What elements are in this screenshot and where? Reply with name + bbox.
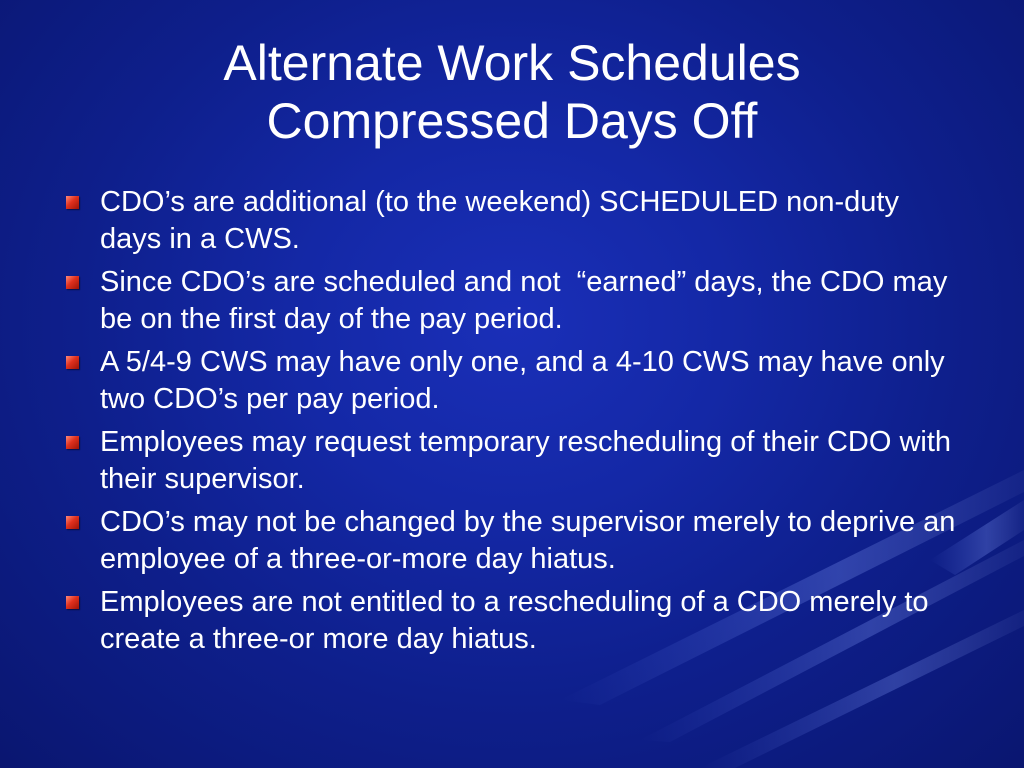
bullet-item — [62, 504, 962, 578]
bullet-text: Employees are not entitled to a rescheduling of a CDO merely to create a three-or more day hiatus. — [100, 586, 937, 655]
bullet-item — [62, 344, 962, 418]
square-bullet-icon — [66, 516, 79, 529]
bullet-item — [62, 424, 962, 498]
slide-title — [0, 34, 1024, 150]
square-bullet-icon — [66, 436, 79, 449]
bullet-text: Employees may request temporary rescheduling of their CDO with their supervisor. — [100, 426, 960, 495]
bullet-text: CDO’s may not be changed by the supervisor merely to deprive an employee of a three-or-more day hiatus. — [100, 506, 964, 575]
square-bullet-icon — [66, 356, 79, 369]
bullet-text: Since CDO’s are scheduled and not “earned” days, the CDO may be on the first day of the pay period. — [100, 266, 956, 335]
slide-title-line-1: Alternate Work Schedules — [223, 35, 801, 91]
bullet-item — [62, 184, 962, 258]
bullet-text: CDO’s are additional (to the weekend) SCHEDULED non-duty days in a CWS. — [100, 186, 908, 255]
slide-title-line-2: Compressed Days Off — [266, 93, 758, 149]
bullet-item — [62, 584, 962, 658]
square-bullet-icon — [66, 596, 79, 609]
square-bullet-icon — [66, 196, 79, 209]
square-bullet-icon — [66, 276, 79, 289]
bullet-item — [62, 264, 962, 338]
bullet-text: A 5/4-9 CWS may have only one, and a 4-10 CWS may have only two CDO’s per pay period. — [100, 346, 953, 415]
bullet-list — [62, 184, 962, 664]
